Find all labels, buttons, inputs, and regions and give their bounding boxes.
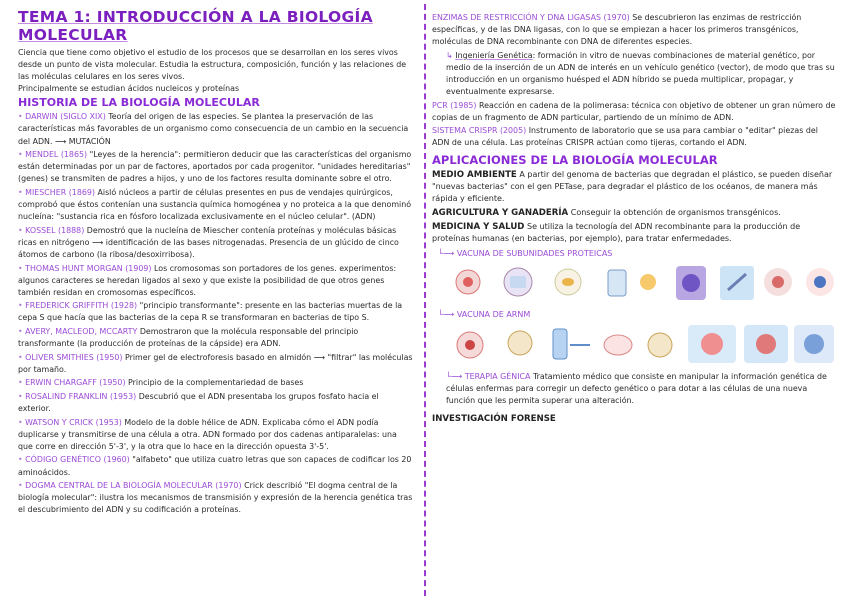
history-item: • DARWIN (SIGLO XIX) Teoría del origen de las especies. Se plantea la preservación de las características más favorables de un organismo como consecuencia de un cambio en la secuencia del ADN. ⟶ MUTACIÓN <box>18 112 409 146</box>
intro-note: Principalmente se estudian ácidos nucleicos y proteínas <box>18 84 240 94</box>
right-item: SISTEMA CRISPR (2005) Instrumento de laboratorio que se usa para cambiar o "editar" piezas del ADN de una célula. Las proteínas CRISPR actúan como tijeras, cortando el ADN. <box>432 126 818 148</box>
vaccine-subunit-illustration <box>448 260 838 306</box>
mrna-diagram-icon <box>448 321 838 367</box>
history-item: • WATSON Y CRICK (1953) Modelo de la doble hélice de ADN. Explicaba cómo el ADN podía duplicarse y transmitirse de una célula a otra. ADN formado por dos cadenas antiparalelas: una que corre en dirección 5'-3', y la otra que lo hace en la dirección opuesta 3'-5'. <box>18 417 397 451</box>
arrow-icon: └⟶ <box>438 309 457 319</box>
genetic-engineering-item: ↳ Ingeniería Genética: formación in vitro de nuevas combinaciones de material genético, por medio de la inserción de un ADN de interés en un vehículo genético (vector), de modo que tras su introducción en un organismo huésped el ADN híbrido se pueda multiplicar, propagar, y eventualmente expresarse. <box>446 50 835 97</box>
history-item: • OLIVER SMITHIES (1950) Primer gel de electroforesis basado en almidón ⟶ "filtrar" las moléculas por tamaño. <box>18 352 413 374</box>
page-title: TEMA 1: INTRODUCCIÓN A LA BIOLOGÍA MOLECULAR <box>18 8 373 44</box>
applications-heading: APLICACIONES DE LA BIOLOGÍA MOLECULAR <box>432 152 718 167</box>
column-divider <box>424 4 426 596</box>
history-item: • ROSALIND FRANKLIN (1953) Descubrió que el ADN presentaba los grupos fosfato hacia el exterior. <box>18 391 379 414</box>
history-item: • AVERY, MACLEOD, MCCARTY Demostraron que la molécula responsable del principio transformante (la producción de proteínas de la cápside) era ADN. <box>18 326 359 349</box>
gene-therapy-item: └⟶ TERAPIA GÉNICA Tratamiento médico que consiste en manipular la información genética de células enfermas para corregir un defecto genético o para dotar a las células de una nueva función que les permita superar una alteración. <box>446 371 827 405</box>
vaccine-mrna-label: └⟶ VACUNA DE ARNM <box>438 309 531 319</box>
left-column <box>18 6 413 518</box>
arrow-icon: └⟶ <box>446 371 465 381</box>
right-column <box>432 6 837 427</box>
application-item: MEDIO AMBIENTE A partir del genoma de bacterias que degradan el plástico, se pueden diseñar "nuevas bacterias" con el gen PETase, para degradar el plástico de los océanos, de manera más rápida y eficiente. <box>432 169 833 203</box>
history-item: • ERWIN CHARGAFF (1950) Principio de la complementariedad de bases <box>18 378 304 388</box>
forensic-heading: INVESTIGACIÓN FORENSE <box>432 413 556 424</box>
vaccine-mrna-illustration <box>448 321 838 367</box>
history-item: • DOGMA CENTRAL DE LA BIOLOGÍA MOLECULAR (1970) Crick describió "El dogma central de la biología molecular": ilustra los mecanismos de transmisión y expresión de la herencia genética tras el descubrimiento del ADN y su codificación a proteínas. <box>18 481 413 515</box>
arrow-icon: └⟶ <box>438 248 457 258</box>
right-item: ENZIMAS DE RESTRICCIÓN Y DNA LIGASAS (1970) Se descubrieron las enzimas de restricción específicas, y de las DNA ligasas, con lo que se empiezan a hacer los primeros transgénicos, moléculas de DNA recombinante con DNA de diferentes especies. <box>432 13 802 47</box>
application-item: MEDICINA Y SALUD Se utiliza la tecnología del ADN recombinante para la producción de proteínas humanas (en bacterias, por ejemplo), para tratar enfermedades. <box>432 221 801 243</box>
history-item: • MENDEL (1865) "Leyes de la herencia": permitieron deducir que las características del organismo están determinadas por un par de factores, aportados por cada progenitor. "unidades hereditarias" (genes) se transmiten de padres a hijos, y uno de los factores resulta dominante sobre el otro. <box>18 150 412 184</box>
history-item: • THOMAS HUNT MORGAN (1909) Los cromosomas son portadores de los genes. experimentos: algunos caracteres se heredan ligados al sexo y que existe la posibilidad de que otros genes también residan en cromosomas específicos. <box>18 263 397 297</box>
history-item: • MIESCHER (1869) Aisló núcleos a partir de células presentes en pus de vendajes quirúrgicos, comprobó que éstos contenían una sustancia química homogénea y no proteica a la que denominó nucleína: "sustancia rica en fósforo localizada exclusivamente en el núcleo celular". (ADN) <box>18 187 412 222</box>
history-item: • FREDERICK GRIFFITH (1928) "principio transformante": presente en las bacterias muertas de la cepa S que hacía que las bacterias de la cepa R se transformaran en bacterias de tipo S. <box>18 301 403 323</box>
arrow-icon: ↳ <box>446 50 456 60</box>
history-item: • KOSSEL (1888) Demostró que la nucleína de Miescher contenía proteínas y moléculas básicas ricas en nitrógeno ⟶ identificación de las bases nitrogenadas. Presencia de un glúcido de cinco átomos de carbono (la ribosa/desoxirribosa). <box>18 225 399 259</box>
vaccine-subunit-label: └⟶ VACUNA DE SUBUNIDADES PROTEICAS <box>438 248 613 258</box>
right-item: PCR (1985) Reacción en cadena de la polimerasa: técnica con objetivo de obtener un gran número de copias de un fragmento de ADN particular, partiendo de un mínimo de ADN. <box>432 100 836 122</box>
vaccine-diagram-icon <box>448 260 838 306</box>
history-item: • CÓDIGO GENÉTICO (1960) "alfabeto" que utiliza cuatro letras que son capaces de codificar los 20 aminoácidos. <box>18 455 412 477</box>
intro-paragraph: Ciencia que tiene como objetivo el estudio de los procesos que se desarrollan en los seres vivos desde un punto de vista molecular. Estudia la estructura, composición, función y las relaciones de las moléculas celulares en los seres vivos. <box>18 48 407 82</box>
application-item: AGRICULTURA Y GANADERÍA Conseguir la obtención de organismos transgénicos. <box>432 207 781 218</box>
history-heading: HISTORIA DE LA BIOLOGÍA MOLECULAR <box>18 96 260 110</box>
